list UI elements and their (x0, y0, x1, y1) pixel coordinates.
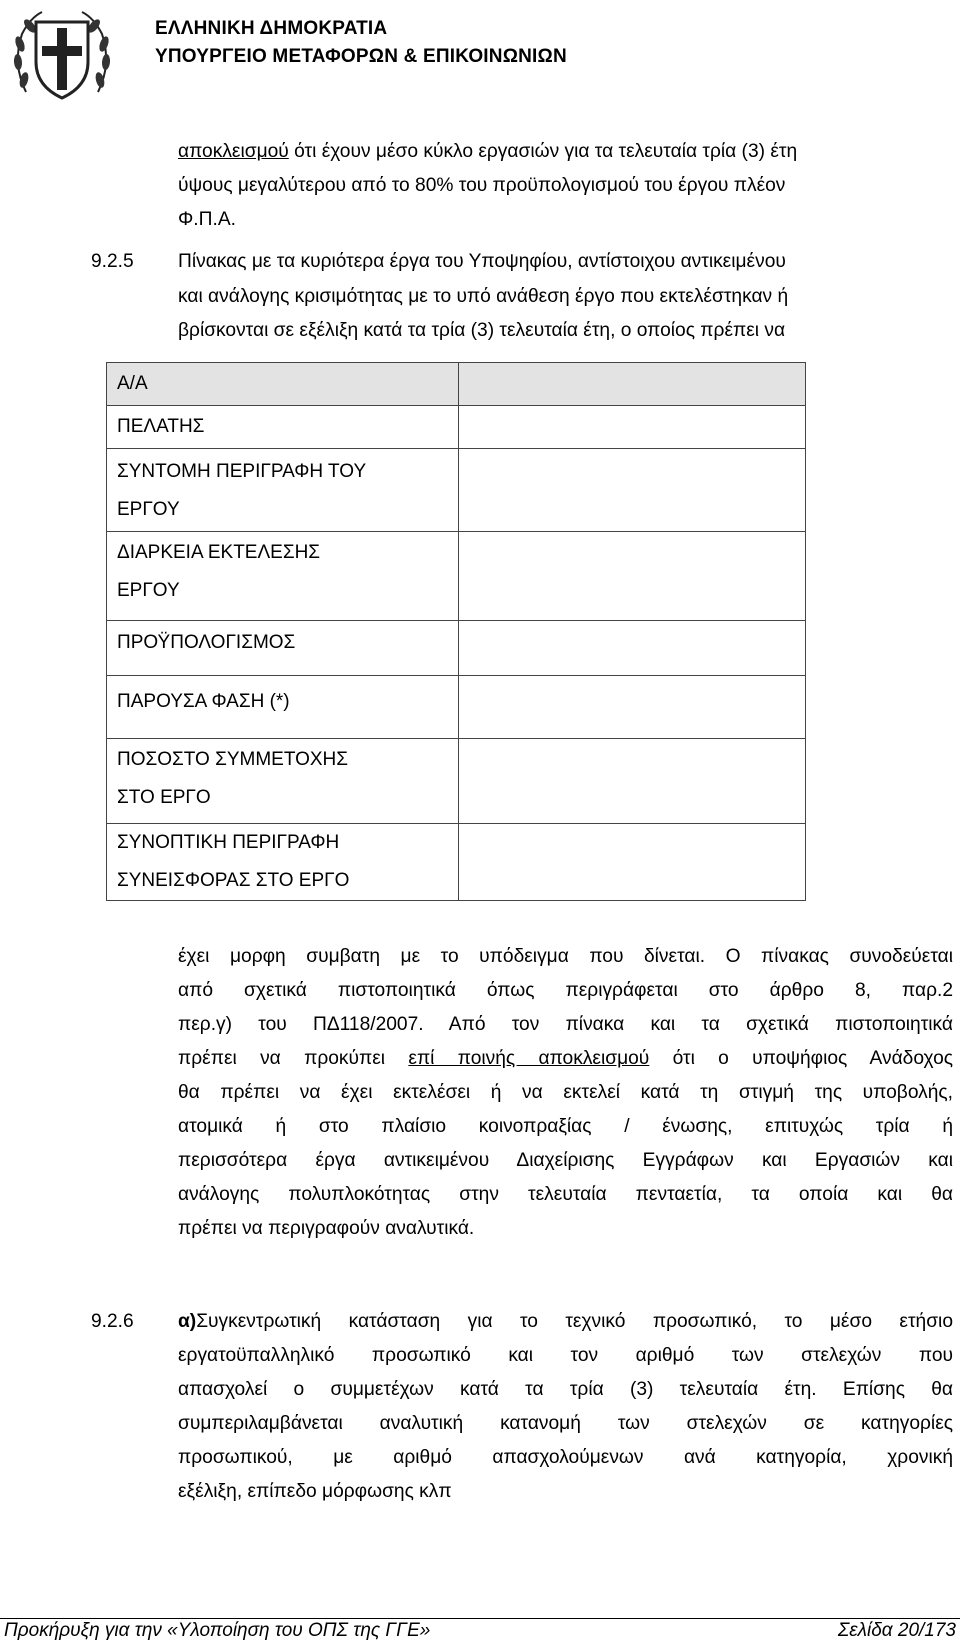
bold-prefix: α) (178, 1311, 197, 1332)
row-value (459, 621, 806, 676)
after-table-line-2: από σχετικά πιστοποιητικά όπως περιγράφεται στο άρθρο 8, παρ.2 (178, 980, 953, 1001)
table-row (107, 532, 806, 621)
underlined-term: αποκλεισμού (178, 141, 289, 162)
section-926-line-3: απασχολεί ο συμμετέχων κατά τα τρία (3) τελευταία έτη. Επίσης θα (178, 1379, 953, 1400)
table-row (107, 739, 806, 824)
after-table-line-8: ανάλογης πολυπλοκότητας στην τελευταία πενταετία, τα οποία και θα (178, 1184, 953, 1205)
row-label-budget: ΠΡΟΫΠΟΛΟΓΙΣΜΟΣ (107, 621, 459, 676)
section-926-line-4: συμπεριλαμβάνεται αναλυτική κατανομή των στελεχών σε κατηγορίες (178, 1413, 953, 1434)
projects-table (106, 362, 806, 901)
section-926-line-5: προσωπικού, με αριθμό απασχολούμενων ανά κατηγορία, χρονική (178, 1447, 953, 1468)
table-row (107, 406, 806, 449)
section-925-line-2: και ανάλογης κρισιμότητας με το υπό ανάθεση έργο που εκτελέστηκαν ή (178, 286, 789, 307)
footer-page-number: Σελίδα 20/173 (837, 1620, 956, 1641)
section-925-line-3: βρίσκονται σε εξέλιξη κατά τα τρία (3) τελευταία έτη, ο οποίος πρέπει να (178, 320, 786, 341)
after-table-line-4: πρέπει να προκύπει επί ποινής αποκλεισμού ότι ο υποψήφιος Ανάδοχος (178, 1048, 953, 1069)
section-925-line-1: Πίνακας με τα κυριότερα έργα του Υποψηφίου, αντίστοιχου αντικειμένου (178, 251, 786, 272)
table-header-row (107, 363, 806, 406)
table-row (107, 449, 806, 532)
row-label-participation: ΠΟΣΟΣΤΟ ΣΥΜΜΕΤΟΧΗΣ ΣΤΟ ΕΡΓΟ (107, 739, 459, 824)
intro-line-1: αποκλεισμού ότι έχουν μέσο κύκλο εργασιών για τα τελευταία τρία (3) έτη (178, 141, 798, 162)
intro-line-3: Φ.Π.Α. (178, 209, 236, 230)
section-926-line-1: α)Συγκεντρωτική κατάσταση για το τεχνικό προσωπικό, το μέσο ετήσιο (178, 1311, 953, 1332)
row-label-contribution: ΣΥΝΟΠΤΙΚΗ ΠΕΡΙΓΡΑΦΗ ΣΥΝΕΙΣΦΟΡΑΣ ΣΤΟ ΕΡΓΟ (107, 824, 459, 901)
row-value (459, 676, 806, 739)
section-number-926: 9.2.6 (91, 1311, 134, 1332)
table-row (107, 676, 806, 739)
header-ministry: ΥΠΟΥΡΓΕΙΟ ΜΕΤΑΦΟΡΩΝ & ΕΠΙΚΟΙΝΩΝΙΩΝ (155, 46, 567, 67)
intro-line-2: ύψους μεγαλύτερου από το 80% του προϋπολογισμού του έργου πλέον (178, 175, 786, 196)
row-value (459, 824, 806, 901)
after-table-line-6: ατομικά ή στο πλαίσιο κοινοπραξίας / ένωσης, επιτυχώς τρία ή (178, 1116, 953, 1137)
section-926-line-6: εξέλιξη, επίπεδο μόρφωσης κλπ (178, 1481, 452, 1502)
row-value (459, 406, 806, 449)
row-label-phase: ΠΑΡΟΥΣΑ ΦΑΣΗ (*) (107, 676, 459, 739)
table-header-value (459, 363, 806, 406)
row-value (459, 532, 806, 621)
footer-title: Προκήρυξη για την «Υλοποίηση του ΟΠΣ της ΓΓΕ» (4, 1620, 431, 1641)
row-label-client: ΠΕΛΑΤΗΣ (107, 406, 459, 449)
footer-divider (0, 1618, 960, 1619)
row-value (459, 739, 806, 824)
underlined-penalty: επί ποινής αποκλεισμού (408, 1048, 650, 1069)
row-label-description: ΣΥΝΤΟΜΗ ΠΕΡΙΓΡΑΦΗ ΤΟΥ ΕΡΓΟΥ (107, 449, 459, 532)
row-value (459, 449, 806, 532)
table-header-label: Α/Α (107, 363, 459, 406)
header-country: ΕΛΛΗΝΙΚΗ ΔΗΜΟΚΡΑΤΙΑ (155, 18, 388, 39)
after-table-line-7: περισσότερα έργα αντικειμένου Διαχείρισης Εγγράφων και Εργασιών και (178, 1150, 953, 1171)
table-row (107, 621, 806, 676)
section-926-line-2: εργατοϋπαλληλικό προσωπικό και τον αριθμό των στελεχών που (178, 1345, 953, 1366)
section-number-925: 9.2.5 (91, 251, 134, 272)
table-row (107, 824, 806, 901)
greek-coat-of-arms-icon (8, 4, 116, 106)
row-label-duration: ΔΙΑΡΚΕΙΑ ΕΚΤΕΛΕΣΗΣ ΕΡΓΟΥ (107, 532, 459, 621)
after-table-line-9: πρέπει να περιγραφούν αναλυτικά. (178, 1218, 475, 1239)
after-table-line-1: έχει μορφη συμβατη με το υπόδειγμα που δίνεται. Ο πίνακας συνοδεύεται (178, 946, 953, 967)
after-table-line-3: περ.γ) του ΠΔ118/2007. Από τον πίνακα και τα σχετικά πιστοποιητικά (178, 1014, 953, 1035)
after-table-line-5: θα πρέπει να έχει εκτελέσει ή να εκτελεί κατά τη στιγμή της υποβολής, (178, 1082, 953, 1103)
